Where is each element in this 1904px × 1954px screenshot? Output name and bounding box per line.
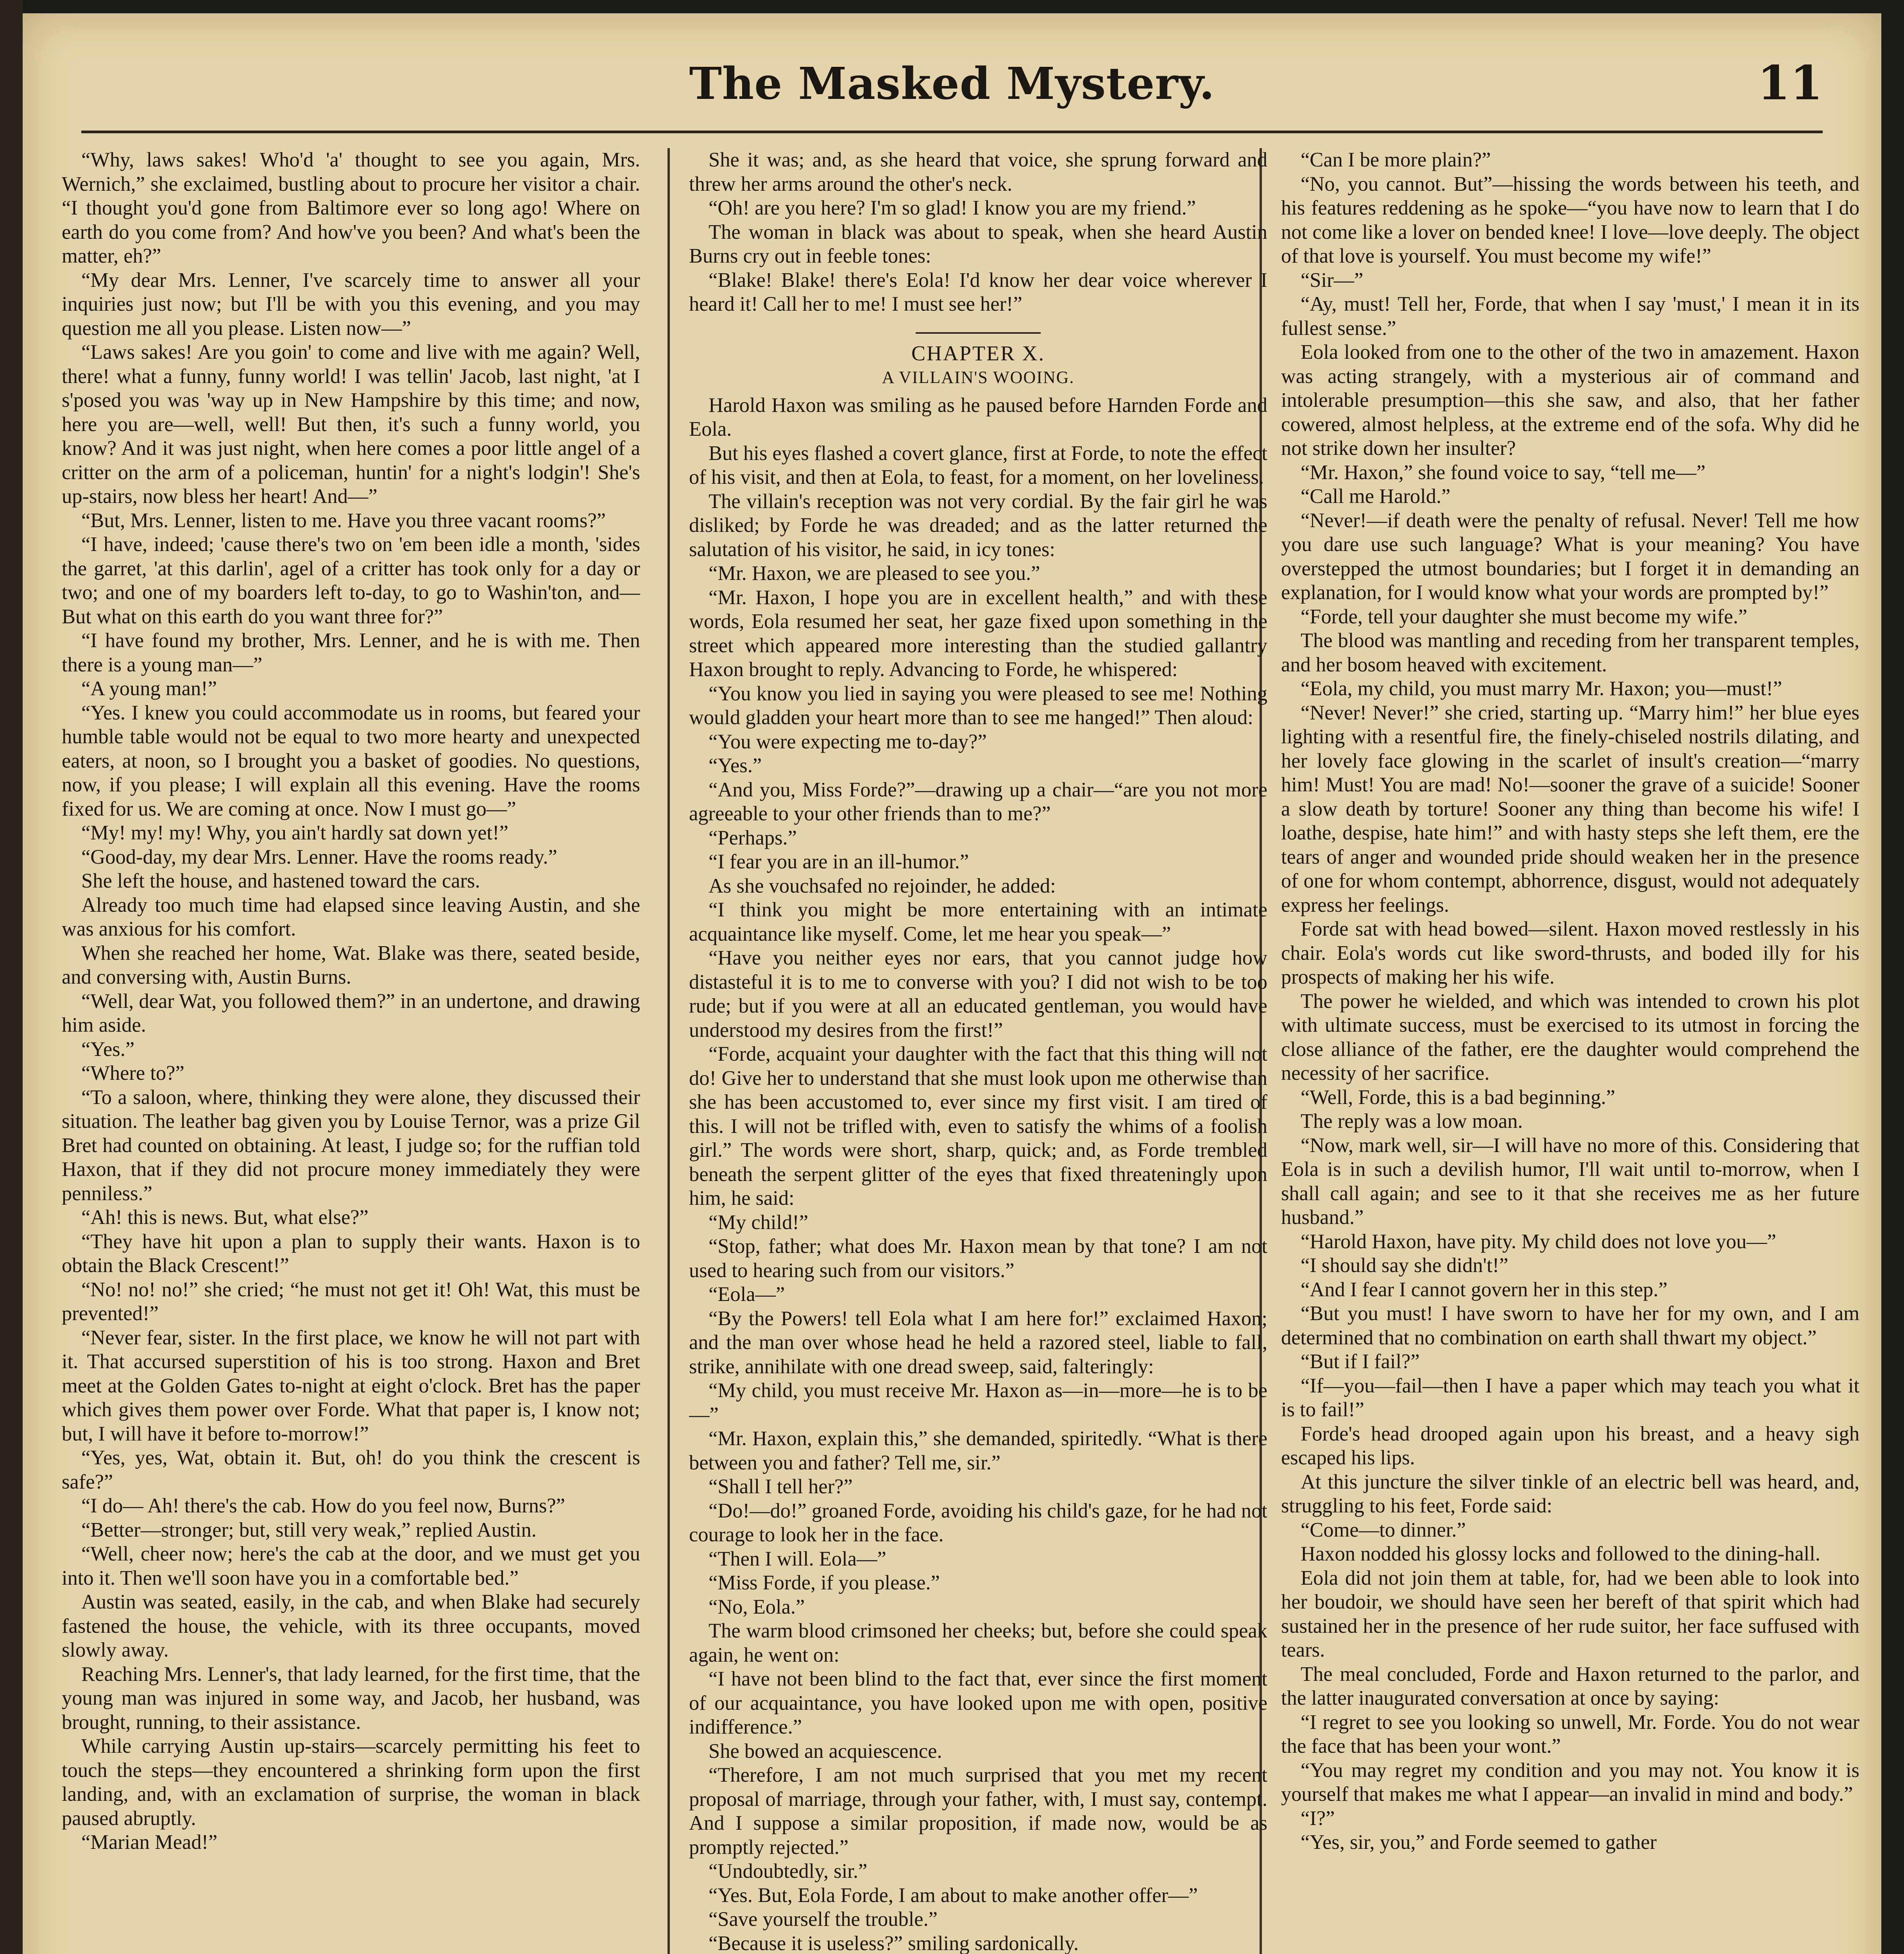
paragraph: “Laws sakes! Are you goin' to come and live with me again? Well, there! what a funny, funny world! I was tellin' Jacob, last night, 'at I s'posed you was 'way up in New Hampshire by this time; and now, here you are—well, well! But then, it's such a funny world, you know? And it was just night, when here comes a poor little angel of a critter on the arm of a policeman, huntin' for a night's lodgin'! She's up-stairs, now bless her heart! And—” (62, 341, 640, 508)
paragraph: “But if I fail?” (1301, 1350, 1420, 1373)
paragraph: “Ah! this is news. But, what else?” (81, 1206, 369, 1229)
paragraph: But his eyes flashed a covert glance, first at Forde, to note the effect of his visit, and then at Eola, to feast, for a moment, on her loveliness. (689, 442, 1267, 488)
paragraph: “My! my! my! Why, you ain't hardly sat down yet!” (81, 821, 508, 844)
paragraph: “Forde, acquaint your daughter with the fact that this thing will not do! Give her to understand that she must look upon me otherwise than she has been accustomed to, ever since my first visit. I am tired of this. I will not be trifled with, even to satisfy the whims of a foolish girl.” The words were short, sharp, quick; and, as Forde trembled beneath the serpent glitter of the eyes that fixed threateningly upon him, he said: (689, 1043, 1267, 1210)
paragraph: “No, Eola.” (709, 1595, 805, 1618)
paragraph: “But you must! I have sworn to have her for my own, and I am determined that no combination on earth shall thwart my object.” (1281, 1302, 1859, 1349)
paragraph: “They have hit upon a plan to supply their wants. Haxon is to obtain the Black Crescent!” (62, 1230, 640, 1277)
paragraph: “Why, laws sakes! Who'd 'a' thought to see you again, Mrs. Wernich,” she exclaimed, bustling about to procure her visitor a chair. “I thought you'd gone from Baltimore ever so long ago! Where on earth do you come from? And how've you been? And what's been the matter, eh?” (62, 149, 640, 267)
paragraph: “Well, dear Wat, you followed them?” in an undertone, and drawing him aside. (62, 990, 640, 1036)
paragraph: “You may regret my condition and you may not. You know it is yourself that makes me what I appear—an invalid in mind and body.” (1281, 1759, 1859, 1805)
paragraph: Forde's head drooped again upon his breast, and a heavy sigh escaped his lips. (1281, 1422, 1859, 1469)
paragraph: “Call me Harold.” (1301, 485, 1451, 508)
paragraph: At this juncture the silver tinkle of an electric bell was heard, and, struggling to his feet, Forde said: (1281, 1470, 1859, 1517)
paragraph: “Can I be more plain?” (1301, 149, 1491, 171)
paragraph: “Perhaps.” (709, 826, 797, 849)
paragraph: “I think you might be more entertaining with an intimate acquaintance like myself. Come, let me hear you speak—” (689, 898, 1267, 945)
paragraph: “Marian Mead!” (81, 1831, 218, 1854)
paragraph: Eola looked from one to the other of the two in amazement. Haxon was acting strangely, with a mysterious air of command and intolerable presumption—this she saw, and also, that her father cowered, almost helpless, at the extreme end of the sofa. Why did he not strike down her insulter? (1281, 341, 1859, 460)
paragraph: “Yes.” (81, 1038, 135, 1061)
paragraph: “Yes. I knew you could accommodate us in rooms, but feared your humble table would not be equal to two more hearty and unexpected eaters, at noon, so I brought you a basket of goodies. No questions, now, if you please; I will explain all this evening. Have the rooms fixed for us. We are coming at once. Now I must go—” (62, 701, 640, 820)
paragraph: The villain's reception was not very cordial. By the fair girl he was disliked; by Forde he was dreaded; and as the latter returned the salutation of his visitor, he said, in icy tones: (689, 490, 1267, 561)
paragraph: “If—you—fail—then I have a paper which may teach you what it is to fail!” (1281, 1374, 1859, 1421)
chapter-title: A VILLAIN'S WOOING. (882, 368, 1075, 387)
page-edge (0, 0, 23, 1954)
paragraph: Eola did not join them at table, for, had we been able to look into her boudoir, we should have seen her bereft of that spirit which had sustained her in the presence of her rude suitor, her face suffused with tears. (1281, 1566, 1859, 1661)
paragraph: Haxon nodded his glossy locks and followed to the dining-hall. (1301, 1542, 1820, 1565)
paragraph: “Undoubtedly, sir.” (709, 1860, 868, 1882)
paragraph: “Therefore, I am not much surprised that you met my recent proposal of marriage, through your father, with, I must say, contempt. And I suppose a similar proposition, if made now, would be as promptly rejected.” (689, 1764, 1267, 1859)
chapter-heading (689, 332, 1267, 390)
paragraph: “Come—to dinner.” (1301, 1518, 1466, 1541)
paragraph: “Eola—” (709, 1283, 785, 1306)
paragraph: “You were expecting me to-day?” (709, 730, 987, 753)
paragraph: She left the house, and hastened toward the cars. (81, 870, 480, 892)
paragraph: “No, you cannot. But”—hissing the words between his teeth, and his features reddening as he spoke—“you have now to learn that I do not come like a lover on bended knee! I love—love deeply. The object of that love is yourself. You must become my wife!” (1281, 172, 1859, 267)
paragraph: “I have not been blind to the fact that, ever since the first moment of our acquaintance, you have looked upon me with open, positive indifference.” (689, 1668, 1267, 1738)
chapter-rule (916, 332, 1041, 334)
paragraph: Austin was seated, easily, in the cab, and when Blake had securely fastened the house, the vehicle, with its three occupants, moved slowly away. (62, 1591, 640, 1661)
paragraph: “By the Powers! tell Eola what I am here for!” exclaimed Haxon; and the man over whose head he held a razored steel, liable to fall, strike, annihilate with one dread sweep, said, falteringly: (689, 1307, 1267, 1378)
column-2-text-after (689, 394, 1267, 1954)
paragraph: Already too much time had elapsed since leaving Austin, and she was anxious for his comfort. (62, 893, 640, 940)
paragraph: “Mr. Haxon, explain this,” she demanded, spiritedly. “What is there between you and father? Tell me, sir.” (689, 1427, 1267, 1474)
paragraph: “I should say she didn't!” (1301, 1254, 1509, 1277)
paragraph: “Never!—if death were the penalty of refusal. Never! Tell me how you dare use such language? What is your meaning? You have overstepped the utmost boundaries; but I forget it in demanding an explanation, for I would know what your words are prompted by!” (1281, 509, 1859, 604)
paragraph: “No! no! no!” she cried; “he must not get it! Oh! Wat, this must be prevented!” (62, 1278, 640, 1325)
paragraph: “Miss Forde, if you please.” (709, 1571, 940, 1594)
column-2-text-before (689, 148, 1267, 317)
paragraph: She bowed an acquiescence. (709, 1739, 942, 1763)
paragraph: “Blake! Blake! there's Eola! I'd know her dear voice wherever I heard it! Call her to me! I must see her!” (689, 268, 1267, 315)
paragraph: The woman in black was about to speak, when she heard Austin Burns cry out in feeble tones: (689, 220, 1267, 267)
paragraph: “Mr. Haxon, we are pleased to see you.” (709, 562, 1040, 585)
paragraph: “Yes.” (709, 754, 762, 777)
paragraph: The meal concluded, Forde and Haxon returned to the parlor, and the latter inaugurated conversation at once by saying: (1281, 1662, 1859, 1709)
column-rule (667, 148, 670, 1954)
paragraph: “My child, you must receive Mr. Haxon as—in—more—he is to be—” (689, 1379, 1267, 1426)
header-rule (81, 131, 1823, 133)
paragraph: “Yes, yes, Wat, obtain it. But, oh! do you think the crescent is safe?” (62, 1446, 640, 1493)
paragraph: “And I fear I cannot govern her in this step.” (1301, 1278, 1668, 1301)
paragraph: “Never! Never!” she cried, starting up. “Marry him!” her blue eyes lighting with a resentful fire, the finely-chiseled nostrils dilating, and her lovely face glowing in the scarlet of insult's creation—“marry him! Must! You are mad! No!—sooner the grave of a suicide! Sooner a slow death by torture! Sooner any thing than become his wife! I loathe, despise, hate him!” and with hasty steps she left them, ere the tears of anger and wounded pride should weaken her in the presence of one for whom contempt, abhorrence, disgust, would not adequately express her feelings. (1281, 701, 1859, 916)
paragraph: “You know you lied in saying you were pleased to see me! Nothing would gladden your heart more than to see me hanged!” Then aloud: (689, 682, 1267, 729)
paragraph: “Sir—” (1301, 268, 1364, 292)
paragraph: “Better—stronger; but, still very weak,” replied Austin. (81, 1518, 537, 1541)
paragraph: “Now, mark well, sir—I will have no more of this. Considering that Eola is in such a devilish humor, I'll wait until to-morrow, when I shall call again; and see to it that she receives me as her future husband.” (1281, 1134, 1859, 1229)
paragraph: “But, Mrs. Lenner, listen to me. Have you three vacant rooms?” (81, 509, 606, 532)
paragraph: “To a saloon, where, thinking they were alone, they discussed their situation. The leather bag given you by Louise Ternor, was a prize Gil Bret had counted on obtaining. At least, I judge so; for the ruffian told Haxon, that if they did not procure money immediately they were penniless.” (62, 1086, 640, 1205)
paragraph: “I have found my brother, Mrs. Lenner, and he is with me. Then there is a young man—” (62, 629, 640, 676)
paragraph: The warm blood crimsoned her cheeks; but, before she could speak again, he went on: (689, 1619, 1267, 1666)
paragraph: “Never fear, sister. In the first place, we know he will not part with it. That accursed superstition of his is too strong. Haxon and Bret meet at the Golden Gates to-night at eight o'clock. Bret has the paper which gives them power over Forde. What that paper is, I know not; but, I will have it before to-morrow!” (62, 1326, 640, 1445)
paragraph: “Because it is useless?” smiling sardonically. (709, 1932, 1079, 1954)
paragraph: “I regret to see you looking so unwell, Mr. Forde. You do not wear the face that has been your wont.” (1281, 1711, 1859, 1757)
column-1 (62, 148, 640, 1954)
paragraph: “Do!—do!” groaned Forde, avoiding his child's gaze, for he had not courage to look her in the face. (689, 1499, 1267, 1546)
paragraph: “I fear you are in an ill-humor.” (709, 850, 969, 873)
paragraph: The power he wielded, and which was intended to crown his plot with ultimate success, must be exercised to its utmost in forcing the close alliance of the father, ere the daughter would comprehend the necessity of her sacrifice. (1281, 990, 1859, 1084)
paragraph: “Oh! are you here? I'm so glad! I know you are my friend.” (709, 197, 1196, 219)
paragraph: Harold Haxon was smiling as he paused before Harnden Forde and Eola. (689, 394, 1267, 440)
paragraph: “Mr. Haxon, I hope you are in excellent health,” and with these words, Eola resumed her seat, her gaze fixed upon something in the street which appeared more interesting than the studied gallantry Haxon brought to reply. Advancing to Forde, he whispered: (689, 586, 1267, 681)
paragraph: “Stop, father; what does Mr. Haxon mean by that tone? I am not used to hearing such from our visitors.” (689, 1235, 1267, 1282)
paragraph: “Good-day, my dear Mrs. Lenner. Have the rooms ready.” (81, 845, 557, 868)
paragraph: “Have you neither eyes nor ears, that you cannot judge how distasteful it is to me to converse with you? I did not wish to be too rude; but if you were at all an educated gentleman, you would have understood my desires from the first!” (689, 947, 1267, 1041)
paragraph: “Mr. Haxon,” she found voice to say, “tell me—” (1301, 461, 1706, 484)
paragraph: As she vouchsafed no rejoinder, he added: (709, 874, 1056, 897)
paragraph: “Save yourself the trouble.” (709, 1908, 938, 1931)
column-2 (689, 148, 1267, 1954)
paragraph: “Yes, sir, you,” and Forde seemed to gather (1301, 1831, 1657, 1854)
paragraph: The blood was mantling and receding from her transparent temples, and her bosom heaved with excitement. (1281, 629, 1859, 676)
paragraph: “Well, cheer now; here's the cab at the door, and we must get you into it. Then we'll soon have you in a comfortable bed.” (62, 1542, 640, 1589)
paragraph: “Then I will. Eola—” (709, 1547, 886, 1570)
paragraph: “I do— Ah! there's the cab. How do you feel now, Burns?” (81, 1494, 565, 1517)
page-number: 11 (1757, 55, 1823, 111)
paragraph: “And you, Miss Forde?”—drawing up a chair—“are you not more agreeable to your other friends than to me?” (689, 778, 1267, 825)
paragraph: “Shall I tell her?” (709, 1475, 853, 1498)
paragraph: “Well, Forde, this is a bad beginning.” (1301, 1086, 1615, 1109)
column-3 (1281, 148, 1859, 1954)
paragraph: When she reached her home, Wat. Blake was there, seated beside, and conversing with, Austin Burns. (62, 941, 640, 988)
paragraph: “I?” (1301, 1807, 1335, 1830)
paragraph: “Ay, must! Tell her, Forde, that when I say 'must,' I mean it in its fullest sense.” (1281, 293, 1859, 340)
paragraph: “Forde, tell your daughter she must become my wife.” (1301, 605, 1748, 628)
paragraph: “Yes. But, Eola Forde, I am about to make another offer—” (709, 1884, 1198, 1907)
paragraph: “Eola, my child, you must marry Mr. Haxon; you—must!” (1301, 677, 1782, 700)
paragraph: Reaching Mrs. Lenner's, that lady learned, for the first time, that the young man was injured in some way, and Jacob, her husband, was brought, running, to their assistance. (62, 1662, 640, 1734)
paragraph: While carrying Austin up-stairs—scarcely permitting his feet to touch the steps—they encountered a shrinking form upon the first landing, and, with an exclamation of surprise, the woman in black paused abruptly. (62, 1735, 640, 1830)
paragraph: “My dear Mrs. Lenner, I've scarcely time to answer all your inquiries just now; but I'll be with you this evening, and you may question me all you please. Listen now—” (62, 268, 640, 340)
paragraph: “My child!” (709, 1211, 809, 1234)
running-title: The Masked Mystery. (689, 58, 1215, 109)
paragraph: “I have, indeed; 'cause there's two on 'em been idle a month, 'sides the garret, 'at this darlin', agel of a critter has took only for a day or two; and one of my boarders left to-day, to go to Washin'ton, and— But what on this earth do you want three for?” (62, 533, 640, 628)
paragraph: The reply was a low moan. (1301, 1110, 1523, 1133)
paragraph: “Where to?” (81, 1062, 184, 1084)
paragraph: Forde sat with head bowed—silent. Haxon moved restlessly in his chair. Eola's words cut like sword-thrusts, and boded illy for his prospects of making her his wife. (1281, 918, 1859, 988)
paragraph: “Harold Haxon, have pity. My child does not love you—” (1301, 1230, 1776, 1253)
newspaper-page (23, 13, 1881, 1954)
paragraph: “A young man!” (81, 677, 217, 700)
paragraph: She it was; and, as she heard that voice, she sprung forward and threw her arms around the other's neck. (689, 149, 1267, 195)
chapter-number: CHAPTER X. (911, 341, 1045, 365)
